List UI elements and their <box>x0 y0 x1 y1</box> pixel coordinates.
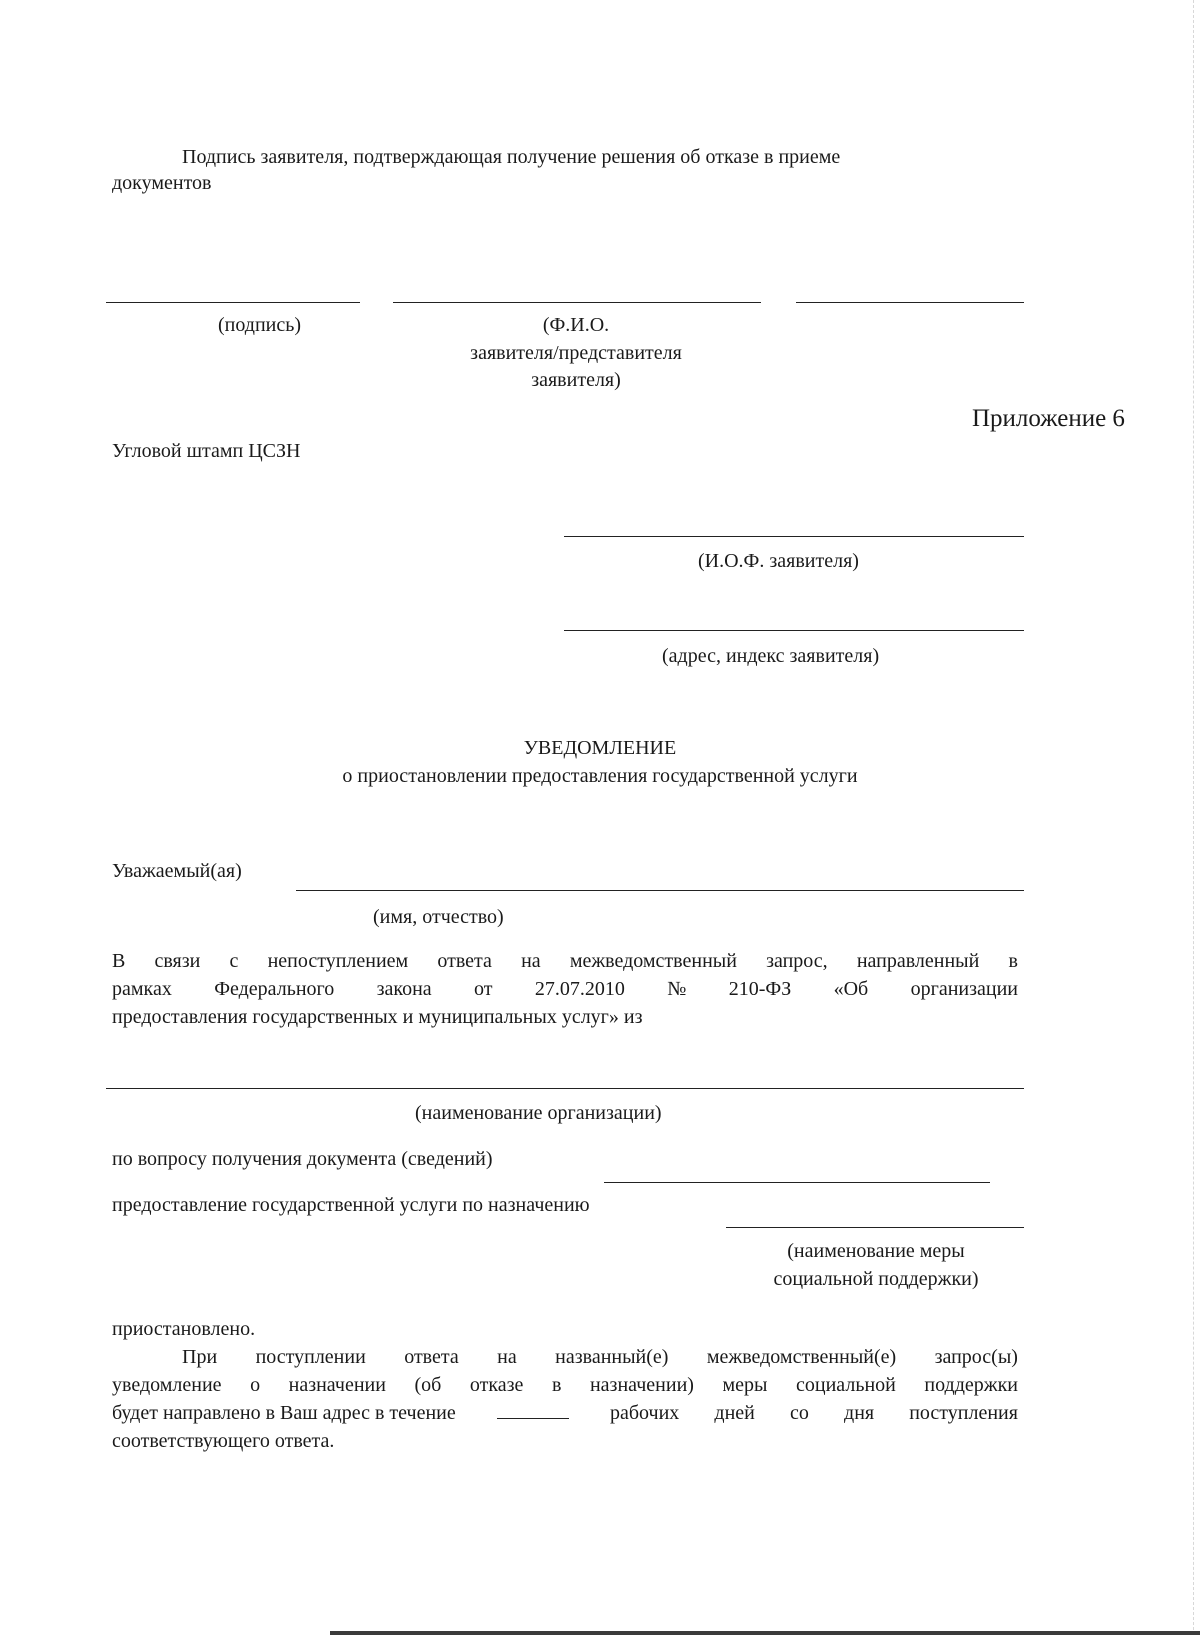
signature-intro-line1: Подпись заявителя, подтверждающая получение решения об отказе в приеме <box>182 146 841 168</box>
name-hint: (имя, отчество) <box>373 906 504 928</box>
suspended-text: приостановлено. <box>112 1318 256 1340</box>
notice-subtitle: о приостановлении предоставления государственной услуги <box>342 765 858 787</box>
paragraph2-line1: При поступлении ответа на названный(е) межведомственный(е) запрос(ы) <box>182 1346 1018 1368</box>
corner-stamp-label: Угловой штамп ЦСЗН <box>112 440 301 462</box>
days-blank <box>497 1402 569 1419</box>
signature-intro-line2: документов <box>112 172 212 194</box>
recipient-name-line <box>564 536 1024 537</box>
salutation: Уважаемый(ая) <box>112 860 242 882</box>
appendix-label: Приложение 6 <box>972 405 1125 432</box>
fio-label-line3: заявителя) <box>531 369 621 391</box>
service-line-text: предоставление государственной услуги по назначению <box>112 1194 590 1216</box>
organization-hint: (наименование организации) <box>415 1102 662 1124</box>
recipient-name-label: (И.О.Ф. заявителя) <box>698 550 859 572</box>
paragraph2-line2: уведомление о назначении (об отказе в назначении) меры социальной поддержки <box>112 1374 1018 1396</box>
paragraph1-line2: рамках Федерального закона от 27.07.2010 № 210-ФЗ «Об организации <box>112 978 1018 1000</box>
organization-line <box>106 1088 1024 1089</box>
document-question: по вопросу получения документа (сведений) <box>112 1148 493 1170</box>
paragraph2-line4: соответствующего ответа. <box>112 1430 335 1452</box>
fio-label-line1: (Ф.И.О. <box>542 314 610 336</box>
paragraph2-line3: будет направлено в Ваш адрес в течение рабочих дней со дня поступления <box>112 1402 1018 1424</box>
paragraph1-line1: В связи с непоступлением ответа на межведомственный запрос, направленный в <box>112 950 1018 972</box>
document-line <box>604 1182 990 1183</box>
scan-bottom-edge <box>330 1631 1200 1635</box>
fio-line <box>393 302 761 303</box>
signature-label: (подпись) <box>218 314 302 336</box>
paragraph1-line3: предоставления государственных и муниципальных услуг» из <box>112 1006 643 1028</box>
measure-line <box>726 1227 1024 1228</box>
date-line <box>796 302 1024 303</box>
signature-line <box>106 302 360 303</box>
recipient-first-name-line <box>296 890 1024 891</box>
recipient-address-label: (адрес, индекс заявителя) <box>662 645 880 667</box>
recipient-address-line <box>564 630 1024 631</box>
measure-hint-line1: (наименование меры <box>787 1240 965 1262</box>
fio-label-line2: заявителя/представителя <box>470 342 682 364</box>
notice-title: УВЕДОМЛЕНИЕ <box>523 737 677 759</box>
scan-right-edge <box>1193 0 1200 1635</box>
measure-hint-line2: социальной поддержки) <box>773 1268 979 1290</box>
paragraph2-line3-start: будет направлено в Ваш адрес в течение <box>112 1402 456 1424</box>
